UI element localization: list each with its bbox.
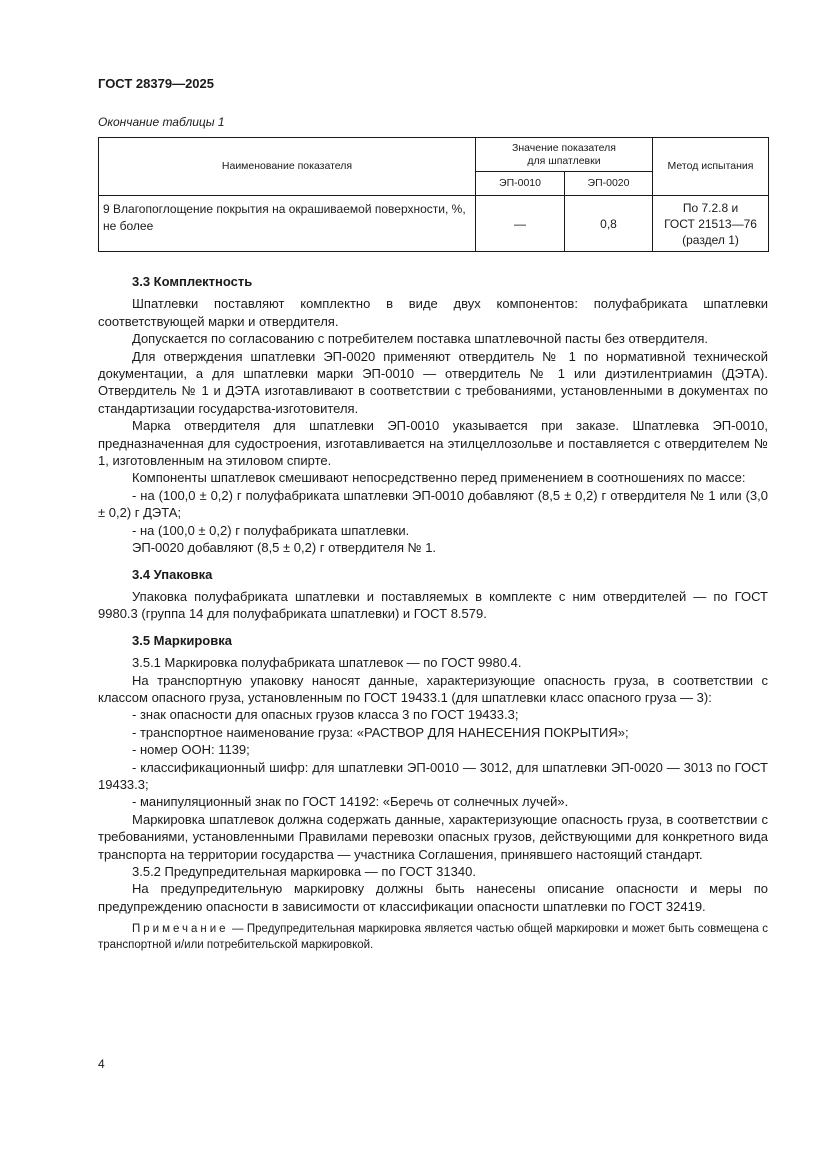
cell-indicator-name: 9 Влагопоглощение покрытия на окрашиваемой поверхности, %, не более — [99, 196, 476, 252]
paragraph: На предупредительную маркировку должны быть нанесены описание опасности и меры по предупреждению опасности в зависимости от классификации опасности шпатлевки по ГОСТ 32419. — [98, 881, 768, 914]
list-item: - классификационный шифр: для шпатлевки ЭП-0010 — 3012, для шпатлевки ЭП-0020 — 3013 по ГОСТ 19433.3; — [98, 759, 768, 792]
document-header: ГОСТ 28379—2025 — [98, 76, 214, 91]
page-number: 4 — [98, 1057, 105, 1071]
paragraph: На транспортную упаковку наносят данные, характеризующие опасность груза, в соответствии с классом опасного груза, установленным по ГОСТ 19433.1 (для шпатлевки класс опасного груза — 3): — [98, 672, 768, 705]
paragraph: 3.5.2 Предупредительная маркировка — по ГОСТ 31340. — [132, 864, 476, 879]
list-item: - на (100,0 ± 0,2) г полуфабриката шпатлевки ЭП-0010 добавляют (8,5 ± 0,2) г отвердителя № 1 или (3,0 ± 0,2) г ДЭТА; — [98, 487, 768, 521]
cell-ep0010-value: — — [476, 196, 565, 252]
table-header-row — [99, 138, 769, 172]
paragraph: Компоненты шпатлевок смешивают непосредственно перед применением в соотношениях по массе: — [132, 470, 746, 486]
specification-table — [98, 137, 769, 252]
note-label: Примечание — [132, 923, 229, 936]
header-value-group — [476, 138, 653, 172]
paragraph: Упаковка полуфабриката шпатлевки и поставляемых в комплекте с ним отвердителей — по ГОСТ 9980.3 (группа 14 для полуфабриката шпатлевки) и ГОСТ 8.579. — [98, 588, 768, 622]
table-caption: Окончание таблицы 1 — [98, 115, 225, 129]
header-value-group-line1: Значение показателя — [512, 141, 616, 154]
method-line1: По 7.2.8 и — [682, 200, 739, 215]
cell-test-method — [653, 196, 769, 252]
header-value-group-line2: для шпатлевки — [527, 154, 601, 167]
paragraph: Марка отвердителя для шпатлевки ЭП-0010 указывается при заказе. Шпатлевка ЭП-0010, предназначенная для судостроения, изготавливается на этилцеллозольве и поставляется с отвердителем № 1, изготовленным на этиловом спирте. — [98, 418, 768, 469]
note-text: — Предупредительная маркировка является частью общей маркировки и может быть совмещена с транспортной и/или потребительской маркировкой. — [98, 923, 768, 952]
paragraph: 3.5.1 Маркировка полуфабриката шпатлевок — по ГОСТ 9980.4. — [132, 655, 522, 671]
note — [98, 921, 768, 953]
paragraph: Маркировка шпатлевок должна содержать данные, характеризующие опасность груза, в соответствии с требованиями, установленными Правилами перевозки опасных грузов, действующими для конкретного вида транспорта на территории государства — участника Соглашения, принявшего настоящий стандарт. — [98, 811, 768, 862]
list-item: - транспортное наименование груза: «РАСТВОР ДЛЯ НАНЕСЕНИЯ ПОКРЫТИЯ»; — [132, 724, 629, 740]
list-item: - знак опасности для опасных грузов класса 3 по ГОСТ 19433.3; — [132, 707, 519, 723]
paragraph: Допускается по согласованию с потребителем поставка шпатлевочной пасты без отвердителя. — [132, 331, 708, 347]
paragraph: Шпатлевки поставляют комплектно в виде двух компонентов: полуфабриката шпатлевки соответствующей марки и отвердителя. — [98, 296, 768, 329]
section-title-3-5: 3.5 Маркировка — [132, 632, 232, 648]
table-row — [99, 196, 769, 252]
document-body — [98, 273, 768, 965]
paragraph: Для отверждения шпатлевки ЭП-0020 применяют отвердитель № 1 по нормативной технической документации, а для шпатлевки марки ЭП-0010 — отвердитель № 1 или диэтилентриамин (ДЭТА). Отвердитель № 1 и ДЭТА изготавливают в соответствии с требованиями, установленными в документах по стандартизации государства-изготовителя. — [98, 348, 768, 416]
header-indicator-name: Наименование показателя — [99, 138, 476, 196]
header-ep0020: ЭП-0020 — [565, 172, 653, 196]
list-item: - номер ООН: 1139; — [132, 742, 250, 758]
method-line3: (раздел 1) — [682, 232, 739, 247]
section-title-3-3: 3.3 Комплектность — [132, 274, 253, 289]
section-title-3-4: 3.4 Упаковка — [132, 566, 213, 582]
cell-ep0020-value: 0,8 — [565, 196, 653, 252]
header-ep0010: ЭП-0010 — [476, 172, 565, 196]
method-line2: ГОСТ 21513—76 — [664, 216, 757, 231]
list-item: - манипуляционный знак по ГОСТ 14192: «Беречь от солнечных лучей». — [132, 794, 569, 810]
list-item: - на (100,0 ± 0,2) г полуфабриката шпатлевки. — [132, 522, 410, 538]
paragraph: ЭП-0020 добавляют (8,5 ± 0,2) г отвердителя № 1. — [132, 540, 437, 556]
header-test-method: Метод испытания — [653, 138, 769, 196]
